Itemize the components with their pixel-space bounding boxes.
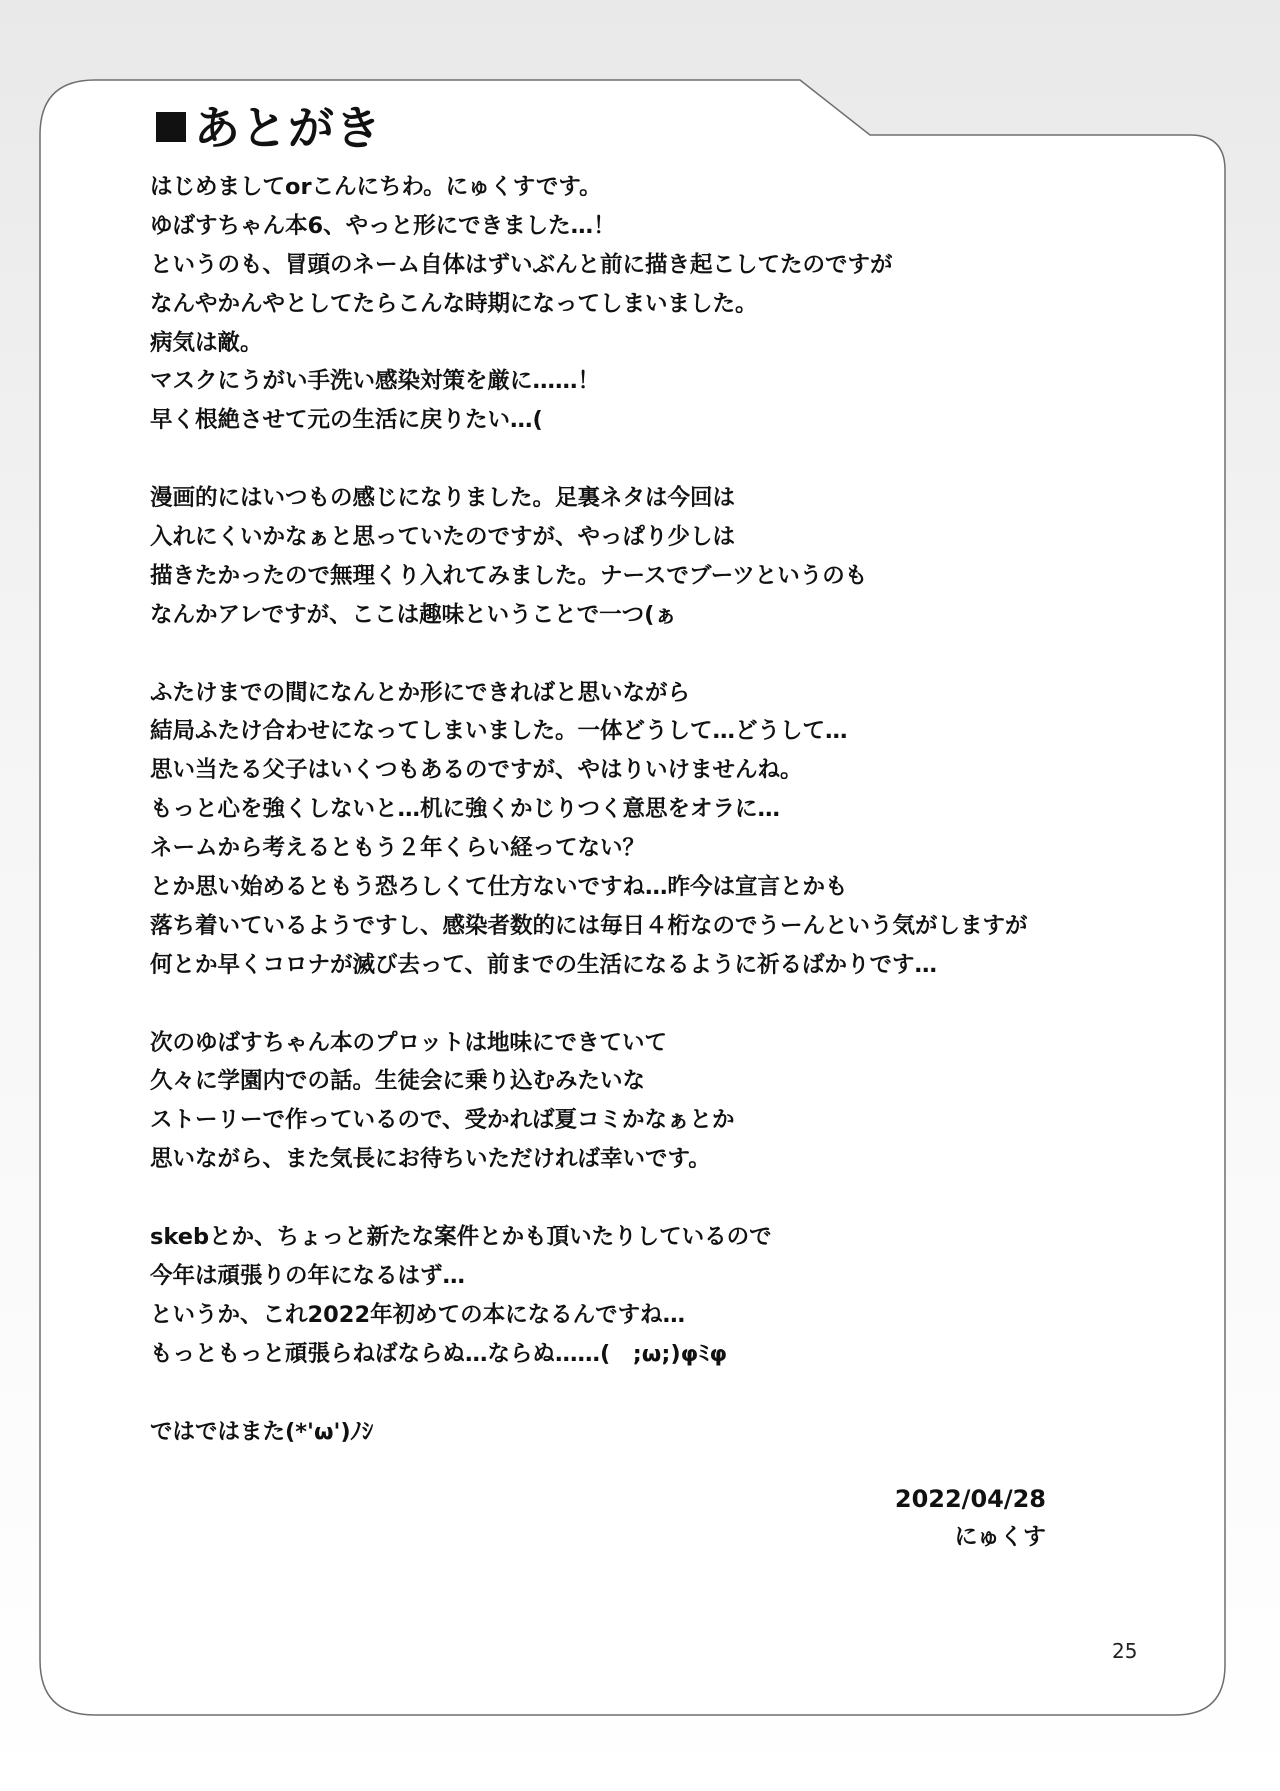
text-line: ではではまた(*'ω')ﾉｼ [150,1418,374,1445]
text-line: なんやかんやとしてたらこんな時期になってしまいました。 [150,290,758,317]
text-line: 入れにくいかなぁと思っていたのですが、やっぱり少しは [150,524,736,551]
page-title [156,98,382,158]
text-line: 早く根絶させて元の生活に戻りたい…( [150,407,543,434]
text-line: skebとか、ちょっと新たな案件とかも頂いたりしているので [150,1224,772,1251]
paragraph-gap [150,440,1150,479]
text-line: なんかアレですが、ここは趣味ということで一つ(ぁ [150,601,677,628]
text-line: ふたけまでの間になんとか形にできればと思いながら [150,679,691,706]
author-signature: にゅくす [954,1524,1046,1550]
paragraph-gap [150,985,1150,1024]
text-line: とか思い始めるともう恐ろしくて仕方ないですね…昨今は宣言とかも [150,874,848,901]
text-line: ゆばすちゃん本6、やっと形にできました…！ [150,212,616,239]
text-line: というか、これ2022年初めての本になるんですね… [150,1301,686,1328]
text-line: ストーリーで作っているので、受かれば夏コミかなぁとか [150,1107,735,1134]
text-line: というのも、冒頭のネーム自体はずいぶんと前に描き起こしてたのですが [150,251,893,278]
text-line: 結局ふたけ合わせになってしまいました。一体どうして…どうして… [150,718,848,745]
text-line: もっともっと頑張らねばならぬ…ならぬ……( ;ω;)φﾐφ [150,1340,728,1367]
text-line: 久々に学園内での話。生徒会に乗り込むみたいな [150,1068,646,1095]
page-number: 25 [1112,1639,1138,1663]
text-line: 何とか早くコロナが滅び去って、前までの生活になるように祈るばかりです… [150,951,938,978]
text-line: 次のゆばすちゃん本のプロットは地味にできていて [150,1029,668,1056]
text-line: 今年は頑張りの年になるはず… [150,1262,466,1289]
text-line: 思い当たる父子はいくつもあるのですが、やはりいけませんね。 [150,757,803,784]
text-line: 描きたかったので無理くり入れてみました。ナースでブーツというのも [150,562,868,589]
text-line: ネームから考えるともう２年くらい経ってない？ [150,835,646,862]
text-line: 落ち着いているようですし、感染者数的には毎日４桁なのでうーんという気がしますが [150,912,1028,939]
text-line: 病気は敵。 [150,329,263,356]
text-line: 思いながら、また気長にお待ちいただければ幸いです。 [150,1146,711,1173]
text-line: マスクにうがい手洗い感染対策を厳に……！ [150,368,601,395]
text-line: もっと心を強くしないと…机に強くかじりつく意思をオラに… [150,796,781,823]
paragraph-gap [150,1179,1150,1218]
page-title-text: あとがき [194,101,382,155]
square-bullet-icon [156,112,186,142]
afterword-body [150,168,1150,1451]
paragraph-gap [150,635,1150,674]
paragraph-gap [150,1374,1150,1413]
text-line: 漫画的にはいつもの感じになりました。足裏ネタは今回は [150,485,736,512]
text-line: はじめましてorこんにちわ。にゅくすです。 [150,174,602,200]
date-text: 2022/04/28 [894,1485,1046,1513]
